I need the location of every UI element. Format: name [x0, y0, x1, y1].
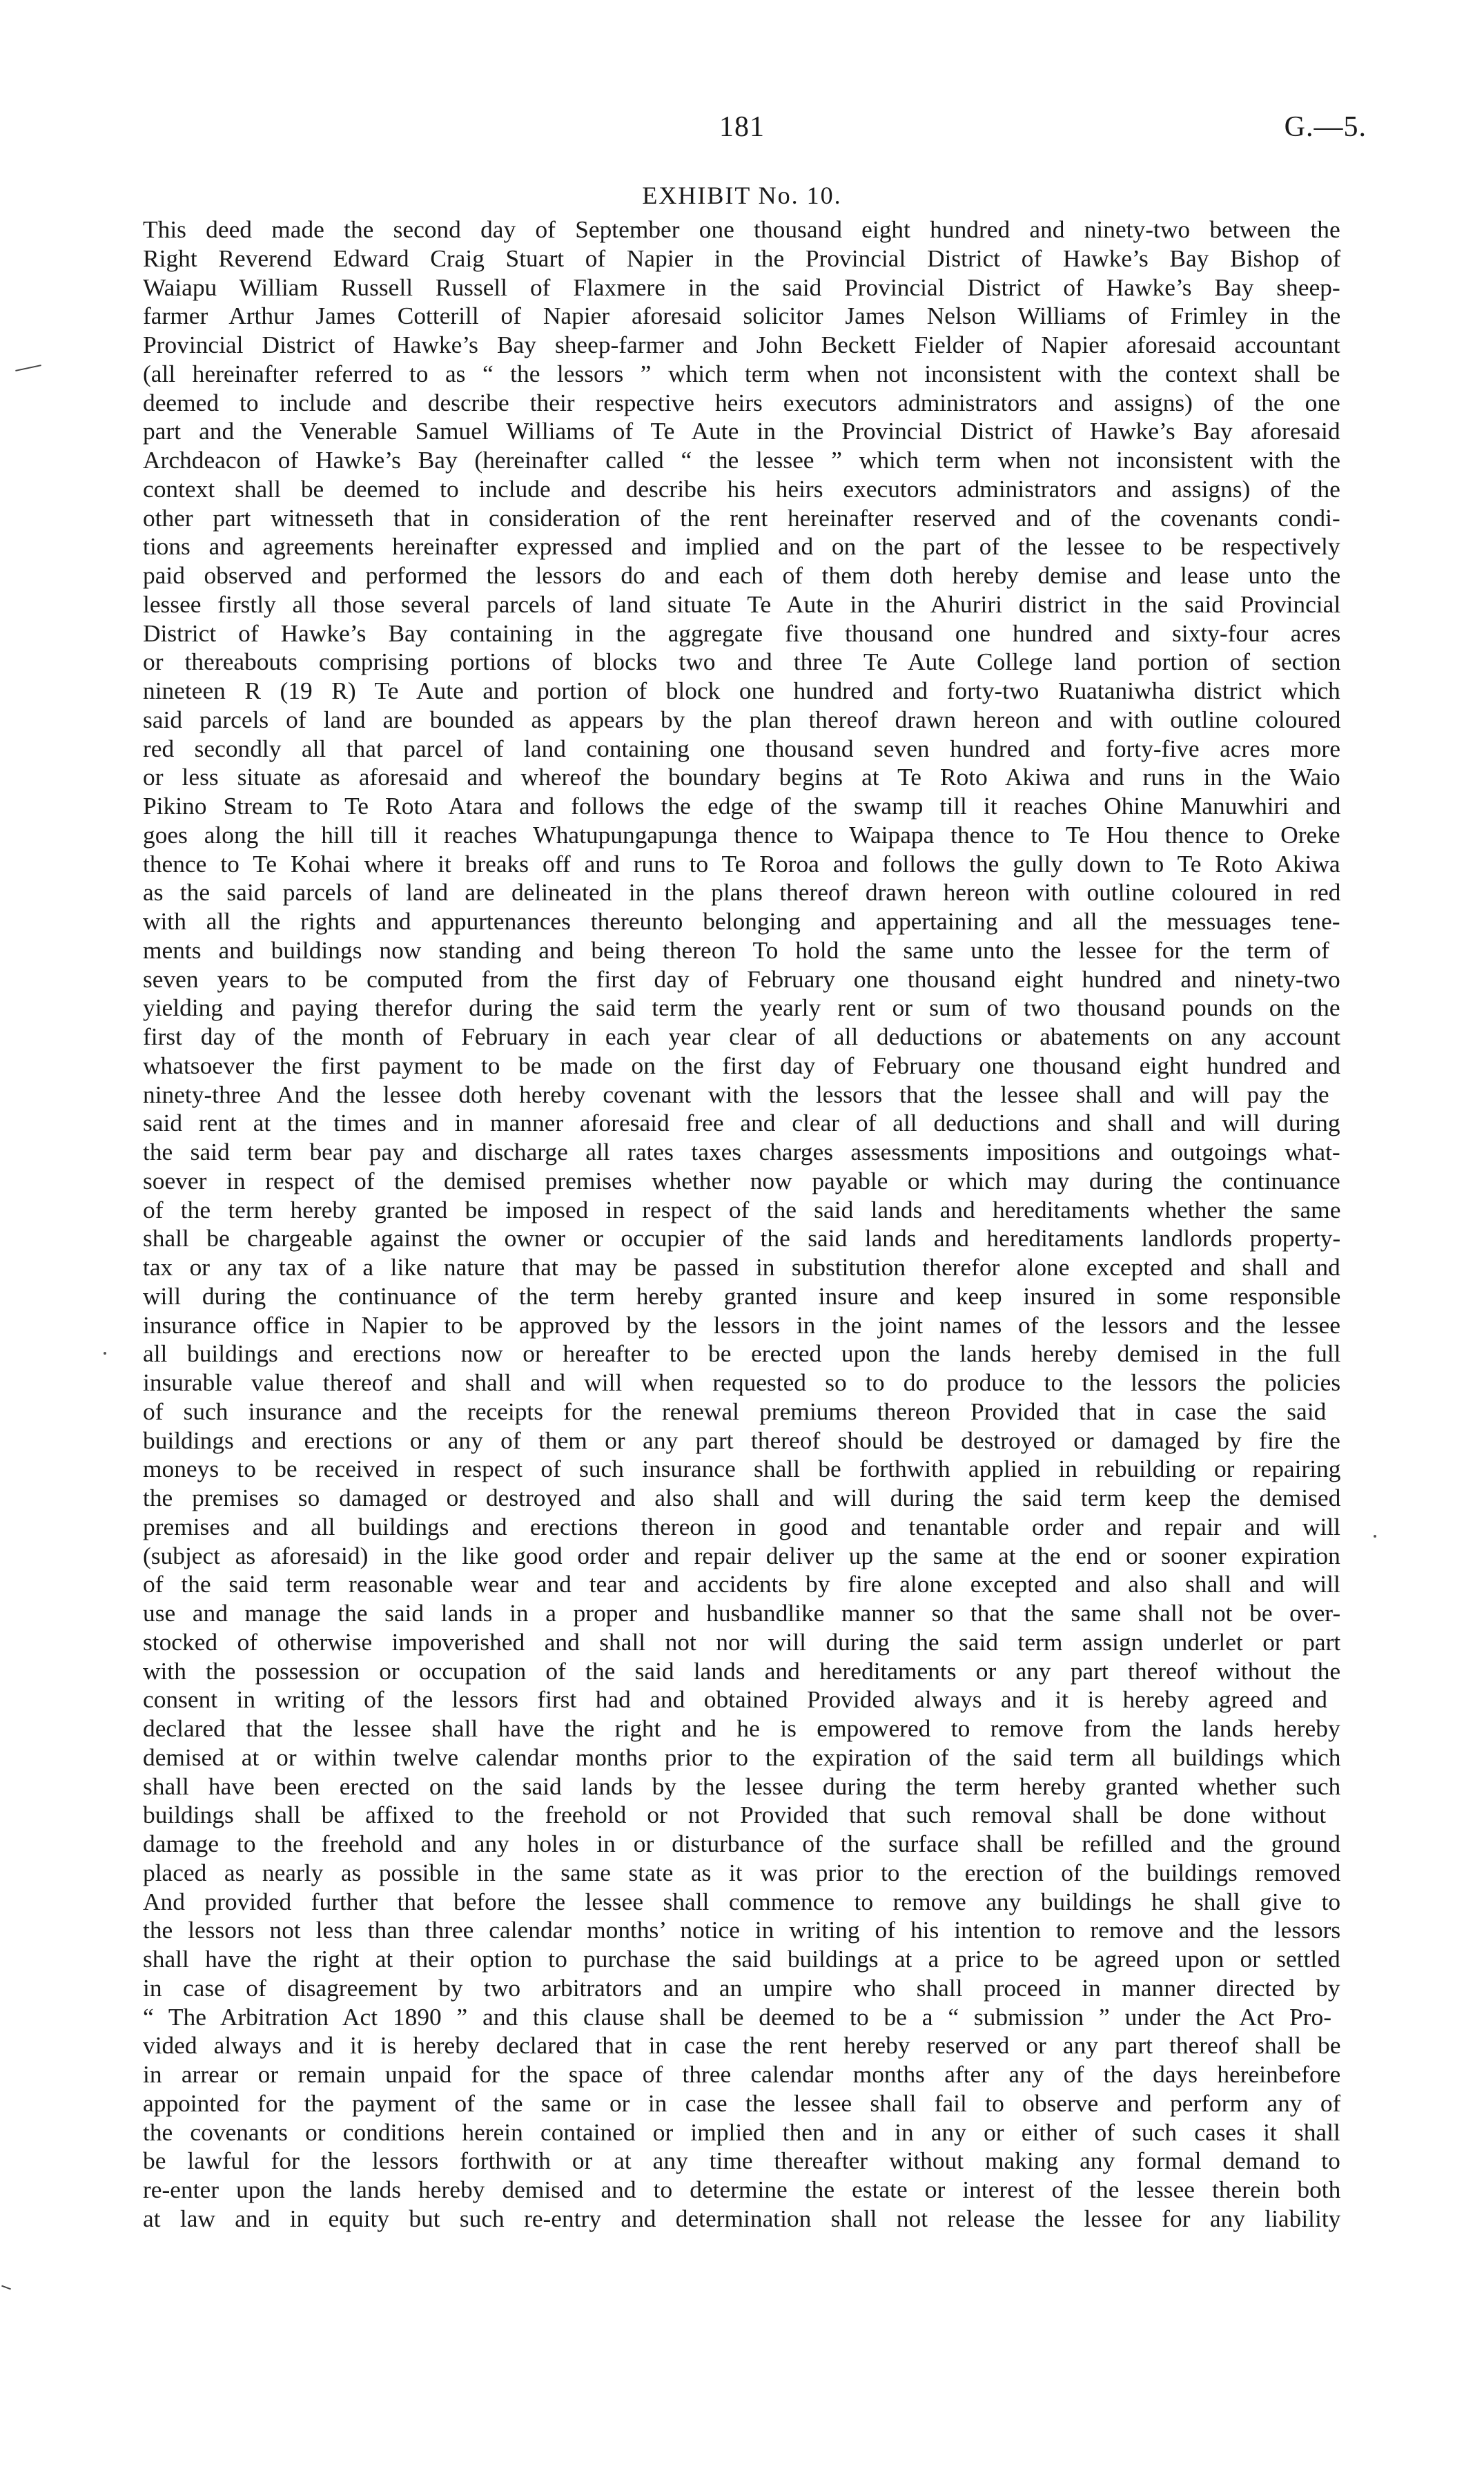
body-line: And provided further that before the lessee shall commence to remove any buildings he shall give to	[143, 1887, 1340, 1915]
body-line: Archdeacon of Hawke’s Bay (hereinafter called “ the lessee ” which term when not inconsistent with the	[143, 446, 1340, 474]
deed-body-text	[143, 215, 1340, 2234]
body-line: placed as nearly as possible in the same state as it was prior to the erection of the buildings removed	[143, 1858, 1340, 1886]
body-line: buildings shall be affixed to the freehold or not Provided that such removal shall be done without	[143, 1801, 1327, 1829]
body-line: the lessors not less than three calendar months’ notice in writing of his intention to remove and the lessors	[143, 1916, 1340, 1944]
body-line: or less situate as aforesaid and whereof the boundary begins at Te Roto Akiwa and runs in the Waio	[143, 763, 1340, 791]
body-line: Pikino Stream to Te Roto Atara and follows the edge of the swamp till it reaches Ohine Manuwhiri and	[143, 792, 1340, 820]
body-line: vided always and it is hereby declared that in case the rent hereby reserved or any part thereof shall be	[143, 2031, 1340, 2060]
body-line: soever in respect of the demised premises whether now payable or which may during the continuance	[143, 1166, 1340, 1194]
margin-mark	[1, 2285, 11, 2290]
body-line: red secondly all that parcel of land containing one thousand seven hundred and forty-five acres more	[143, 734, 1340, 762]
body-line: damage to the freehold and any holes in or disturbance of the surface shall be refilled and the ground	[143, 1830, 1340, 1857]
speck	[1374, 1535, 1376, 1538]
body-line: appointed for the payment of the same or in case the lessee shall fail to observe and perform any of	[143, 2089, 1340, 2117]
body-line: the said term bear pay and discharge all rates taxes charges assessments impositions and outgoings what-	[143, 1138, 1340, 1165]
body-line: shall have been erected on the said lands by the lessee during the term hereby granted whether such	[143, 1772, 1340, 1800]
body-line: of such insurance and the receipts for the renewal premiums thereon Provided that in case the said	[143, 1397, 1327, 1425]
body-line: stocked of otherwise impoverished and shall not nor will during the said term assign underlet or part	[143, 1627, 1340, 1656]
body-line: said parcels of land are bounded as appears by the plan thereof drawn hereon and with outline coloured	[143, 705, 1340, 733]
body-line: as the said parcels of land are delineated in the plans thereof drawn hereon with outline coloured in red	[143, 878, 1340, 907]
body-line: said rent at the times and in manner aforesaid free and clear of all deductions and shall and will during	[143, 1109, 1340, 1137]
body-line: shall have the right at their option to purchase the said buildings at a price to be agreed upon or settled	[143, 1945, 1340, 1973]
body-line: ninety-three And the lessee doth hereby covenant with the lessors that the lessee shall and will pay the	[143, 1080, 1329, 1108]
body-line: at law and in equity but such re-entry and determination shall not release the lessee for any liability	[143, 2204, 1340, 2232]
body-line: This deed made the second day of September one thousand eight hundred and ninety-two between the	[143, 215, 1340, 243]
body-line: District of Hawke’s Bay containing in the aggregate five thousand one hundred and sixty-four acres	[143, 619, 1340, 647]
body-line: of the term hereby granted be imposed in respect of the said lands and hereditaments whether the same	[143, 1195, 1340, 1223]
series-reference: G.—5.	[1284, 111, 1367, 143]
body-line: part and the Venerable Samuel Williams of Te Aute in the Provincial District of Hawke’s Bay aforesaid	[143, 417, 1340, 445]
body-line: “ The Arbitration Act 1890 ” and this clause shall be deemed to be a “ submission ” under the Act Pro-	[143, 2002, 1332, 2031]
body-line: buildings and erections or any of them or any part thereof should be destroyed or damaged by fire the	[143, 1426, 1340, 1454]
body-line: moneys to be received in respect of such insurance shall be forthwith applied in rebuilding or repairing	[143, 1455, 1340, 1483]
body-line: declared that the lessee shall have the right and he is empowered to remove from the lands hereby	[143, 1714, 1340, 1742]
body-line: insurable value thereof and shall and will when requested so to do produce to the lessors the policies	[143, 1368, 1340, 1396]
body-line: whatsoever the first payment to be made on the first day of February one thousand eight hundred and	[143, 1051, 1340, 1079]
body-line: with all the rights and appurtenances thereunto belonging and appertaining and all the messuages tene-	[143, 907, 1340, 935]
body-line: with the possession or occupation of the said lands and hereditaments or any part thereof without the	[143, 1656, 1340, 1685]
body-line: nineteen R (19 R) Te Aute and portion of block one hundred and forty-two Ruataniwha district which	[143, 677, 1340, 704]
body-line: farmer Arthur James Cotterill of Napier aforesaid solicitor James Nelson Williams of Frimley in the	[143, 302, 1340, 330]
page-number: 181	[719, 111, 765, 143]
body-line: other part witnesseth that in consideration of the rent hereinafter reserved and of the covenants condi-	[143, 503, 1340, 532]
body-line: (all hereinafter referred to as “ the lessors ” which term when not inconsistent with the context shall be	[143, 359, 1340, 387]
body-line: or thereabouts comprising portions of blocks two and three Te Aute College land portion of section	[143, 648, 1340, 676]
exhibit-title: EXHIBIT No. 10.	[642, 182, 842, 209]
body-line: tions and agreements hereinafter expressed and implied and on the part of the lessee to be respectively	[143, 532, 1340, 561]
body-line: the covenants or conditions herein contained or implied then and in any or either of such cases it shall	[143, 2118, 1340, 2146]
margin-mark	[15, 365, 41, 371]
body-line: Provincial District of Hawke’s Bay sheep-farmer and John Beckett Fielder of Napier aforesaid accountant	[143, 331, 1340, 358]
body-line: will during the continuance of the term hereby granted insure and keep insured in some responsible	[143, 1281, 1340, 1310]
body-line: of the said term reasonable wear and tear and accidents by fire alone excepted and also shall and will	[143, 1570, 1340, 1598]
body-line: in arrear or remain unpaid for the space of three calendar months after any of the days hereinbefore	[143, 2060, 1340, 2088]
body-line: (subject as aforesaid) in the like good order and repair deliver up the same at the end or sooner expiration	[143, 1541, 1340, 1569]
body-line: Waiapu William Russell Russell of Flaxmere in the said Provincial District of Hawke’s Bay sheep-	[143, 273, 1340, 301]
body-line: be lawful for the lessors forthwith or at any time thereafter without making any formal demand to	[143, 2147, 1340, 2175]
body-line: use and manage the said lands in a proper and husbandlike manner so that the same shall not be over-	[143, 1599, 1340, 1627]
body-line: ments and buildings now standing and being thereon To hold the same unto the lessee for the term of	[143, 936, 1329, 964]
body-line: tax or any tax of a like nature that may be passed in substitution therefor alone excepted and shall and	[143, 1253, 1340, 1281]
body-line: thence to Te Kohai where it breaks off and runs to Te Roroa and follows the gully down to Te Roto Akiwa	[143, 849, 1340, 878]
body-line: lessee firstly all those several parcels of land situate Te Aute in the Ahuriri district in the said Provincial	[143, 590, 1340, 618]
body-line: demised at or within twelve calendar months prior to the expiration of the said term all buildings which	[143, 1743, 1340, 1771]
body-line: paid observed and performed the lessors do and each of them doth hereby demise and lease unto the	[143, 561, 1340, 589]
body-line: re-enter upon the lands hereby demised and to determine the estate or interest of the lessee therein both	[143, 2176, 1340, 2203]
body-line: consent in writing of the lessors first had and obtained Provided always and it is hereby agreed and	[143, 1685, 1327, 1714]
body-line: yielding and paying therefor during the said term the yearly rent or sum of two thousand pounds on the	[143, 994, 1340, 1022]
body-line: Right Reverend Edward Craig Stuart of Napier in the Provincial District of Hawke’s Bay Bishop of	[143, 244, 1340, 272]
body-line: context shall be deemed to include and describe his heirs executors administrators and assigns) of the	[143, 474, 1340, 503]
body-line: deemed to include and describe their respective heirs executors administrators and assigns) of the one	[143, 388, 1340, 416]
body-line: shall be chargeable against the owner or occupier of the said lands and hereditaments landlords property-	[143, 1224, 1340, 1252]
body-line: all buildings and erections now or hereafter to be erected upon the lands hereby demised in the full	[143, 1339, 1340, 1368]
body-line: in case of disagreement by two arbitrators and an umpire who shall proceed in manner directed by	[143, 1973, 1340, 2002]
body-line: goes along the hill till it reaches Whatupungapunga thence to Waipapa thence to Te Hou thence to Oreke	[143, 820, 1340, 849]
speck	[104, 1352, 106, 1355]
body-line: premises and all buildings and erections thereon in good and tenantable order and repair and will	[143, 1512, 1340, 1540]
body-line: insurance office in Napier to be approved by the lessors in the joint names of the lessors and the lessee	[143, 1310, 1340, 1339]
body-line: first day of the month of February in each year clear of all deductions or abatements on any account	[143, 1023, 1340, 1050]
body-line: seven years to be computed from the first day of February one thousand eight hundred and ninety-two	[143, 965, 1340, 993]
body-line: the premises so damaged or destroyed and also shall and will during the said term keep the demised	[143, 1484, 1340, 1511]
